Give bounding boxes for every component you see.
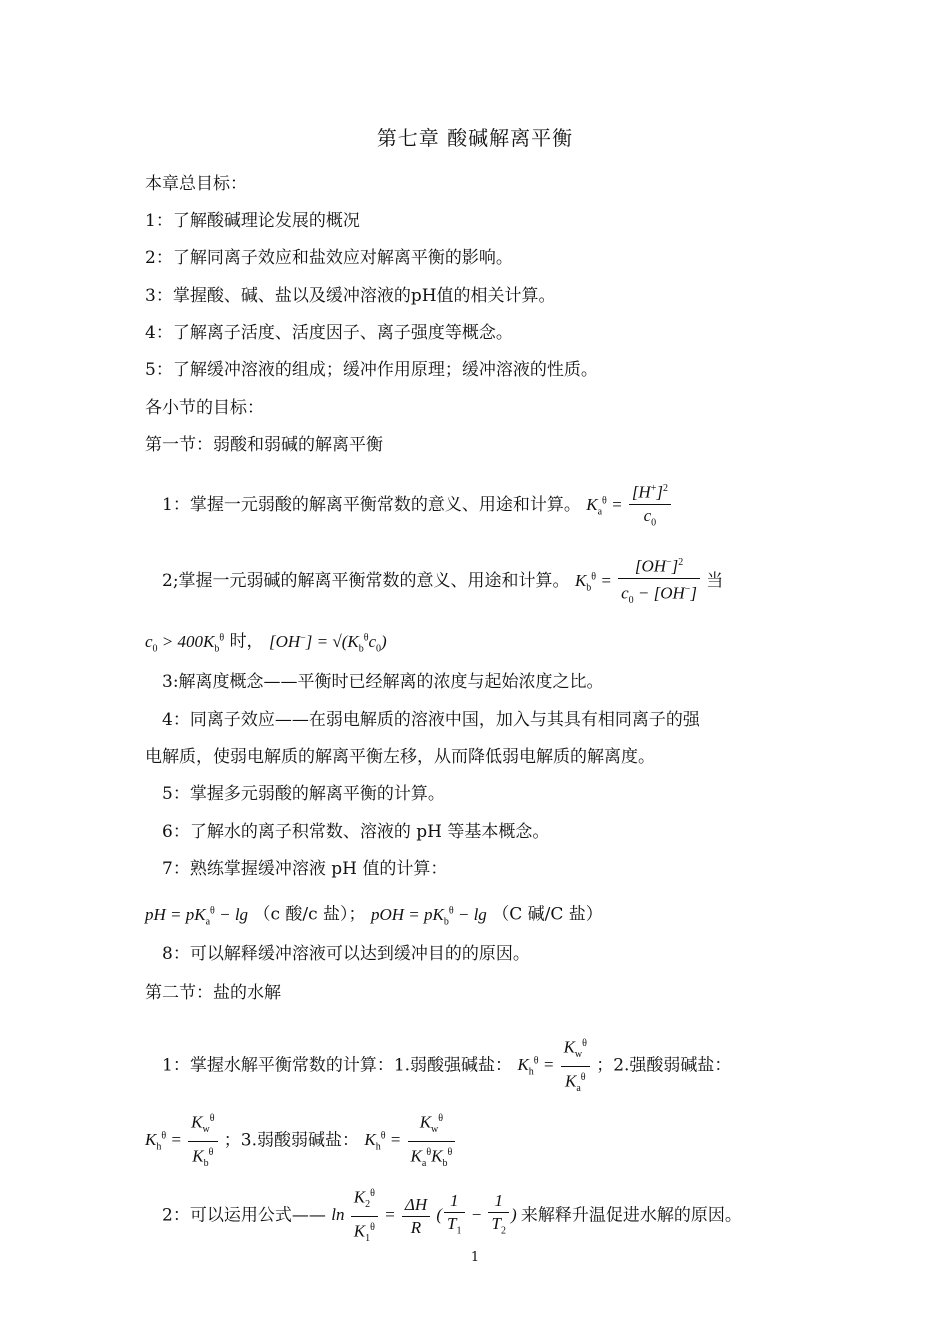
section1-item7: 7：熟练掌握缓冲溶液 pH 值的计算： <box>162 859 448 879</box>
section2-item2: 2：可以运用公式—— ln $\frac{K_2^\theta}{K_1^\theta}$ = $\frac{\Delta H}{R}$ ( $\frac{1}{T_1}$ − $\frac{1}{T_2}$ ) 来解释升温促进水解的原因。 <box>162 1183 742 1250</box>
section1-item6: 6：了解水的离子积常数、溶液的 pH 等基本概念。 <box>162 822 550 842</box>
section2-item1: 1：掌握水解平衡常数的计算：1.弱酸强碱盐： $K_h^\theta$ = $\frac{K_w^\theta}{K_a^\theta}$ ；2.强酸弱碱盐： <box>162 1033 731 1100</box>
goal-item: 1：了解酸碱理论发展的概况 <box>145 211 360 231</box>
section1-item8: 8：可以解释缓冲溶液可以达到缓冲目的的原因。 <box>162 944 530 964</box>
section2-item1-cont: $K_h^\theta$ = $\frac{K_w^\theta}{K_b^\theta}$ ；3.弱酸弱碱盐： $K_h^\theta$ = $\frac{K_w^\theta}{K_a^\theta K_b^\theta}$ <box>145 1108 457 1175</box>
kb-formula: $K_b^\theta$ = $\frac{[OH^-]^2}{c_0 - [OH^-]}$ <box>575 571 706 590</box>
ph-formula: pH = $pK_a^\theta - \lg (c$ 酸/c 盐）； pOH = $pK_b^\theta - \lg (C$ 碱/C 盐） <box>145 904 603 928</box>
section1-heading: 第一节：弱酸和弱碱的解离平衡 <box>145 435 383 455</box>
kb-approx-formula: $c_0 > 400K_b^\theta$ 时， $[OH^-] = √(K_b^\theta c_0)$ <box>145 631 387 655</box>
goal-item: 2：了解同离子效应和盐效应对解离平衡的影响。 <box>145 248 513 268</box>
ka-formula: $K_a^\theta$ = $\frac{[H^+]^2}{c_0}$ <box>586 495 673 514</box>
section1-item4b: 电解质，使弱电解质的解离平衡左移，从而降低弱电解质的解离度。 <box>145 747 655 767</box>
section1-item5: 5：掌握多元弱酸的解离平衡的计算。 <box>162 784 445 804</box>
goal-heading: 本章总目标： <box>145 174 247 194</box>
goal-item: 4：了解离子活度、活度因子、离子强度等概念。 <box>145 323 513 343</box>
section-goals-heading: 各小节的目标： <box>145 398 264 418</box>
section2-heading: 第二节：盐的水解 <box>145 983 281 1003</box>
page-title: 第七章 酸碱解离平衡 <box>376 126 574 150</box>
section1-item1: 1：掌握一元弱酸的解离平衡常数的意义、用途和计算。 $K_a^\theta$ = $\frac{[H^+]^2}{c_0}$ <box>162 478 673 534</box>
section1-item3: 3:解离度概念——平衡时已经解离的浓度与起始浓度之比。 <box>162 672 604 692</box>
page-number: 1 <box>470 1250 480 1265</box>
goal-item: 5：了解缓冲溶液的组成；缓冲作用原理；缓冲溶液的性质。 <box>145 360 598 380</box>
goal-item: 3：掌握酸、碱、盐以及缓冲溶液的pH值的相关计算。 <box>145 286 556 306</box>
section1-item2: 2;掌握一元弱碱的解离平衡常数的意义、用途和计算。 $K_b^\theta$ = $\frac{[OH^-]^2}{c_0 - [OH^-]}$ 当 <box>162 552 723 612</box>
section1-item4a: 4：同离子效应——在弱电解质的溶液中国，加入与其具有相同离子的强 <box>162 710 700 730</box>
